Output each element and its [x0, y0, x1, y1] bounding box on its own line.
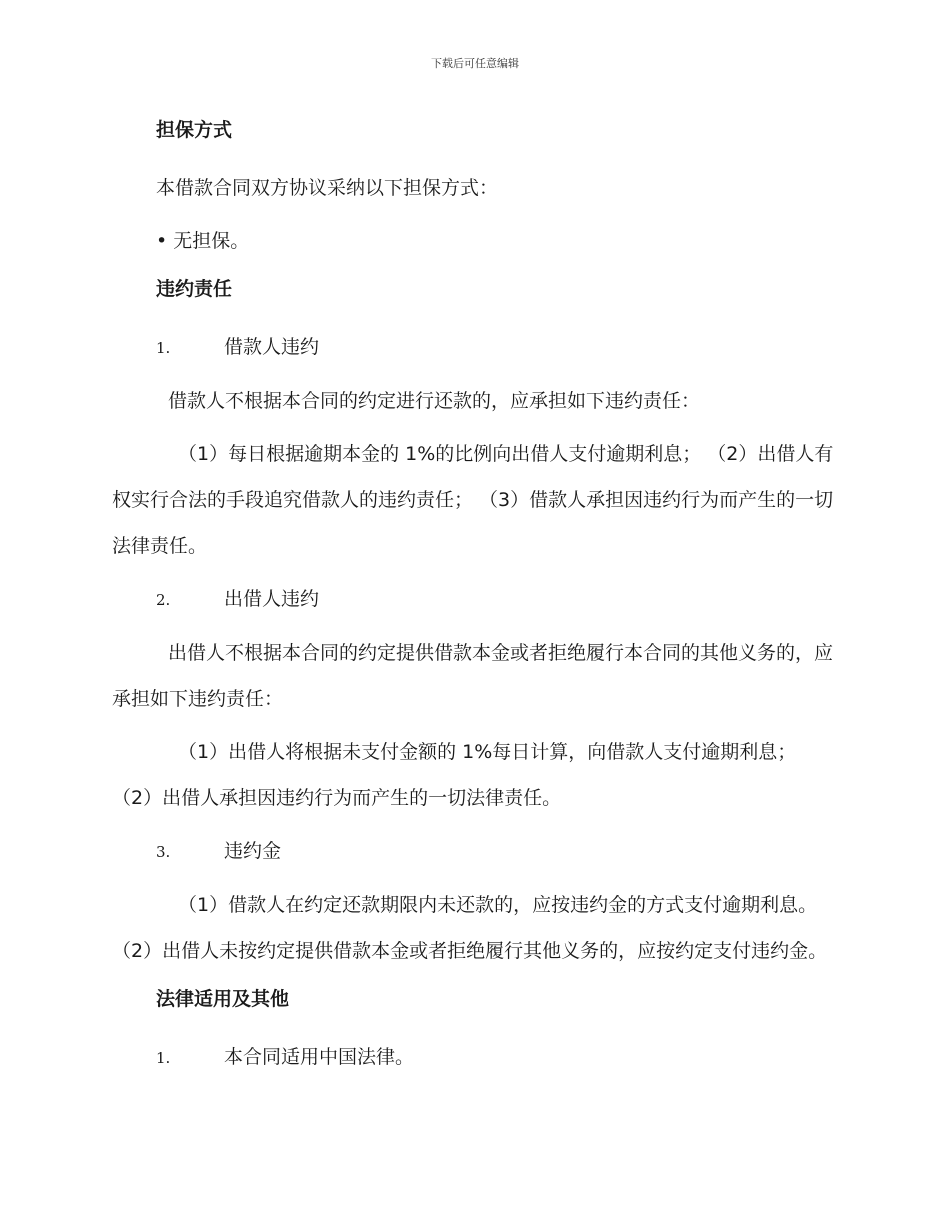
section-heading-guarantee: 担保方式	[156, 119, 233, 141]
breach-item-2-detail: （1）出借人将根据未支付金额的 1%每日计算，向借款人支付逾期利息； （2）出借人承担因违约行为而产生的一切法律责任。	[112, 741, 797, 809]
breach-item-1-heading	[112, 324, 837, 371]
guarantee-intro: 本借款合同双方协议采纳以下担保方式：	[156, 177, 499, 199]
item-title: 借款人违约	[224, 336, 320, 358]
header-note: 下载后可任意编辑	[431, 57, 519, 70]
breach-item-1-detail: （1）每日根据逾期本金的 1%的比例向出借人支付逾期利息； （2）出借人有权实行合法的手段追究借款人的违约责任； （3）借款人承担因违约行为而产生的一切法律责任。	[112, 443, 834, 557]
breach-item-3-detail: （1）借款人在约定还款期限内未还款的，应按违约金的方式支付逾期利息。 （2）出借人未按约定提供借款本金或者拒绝履行其他义务的，应按约定支付违约金。	[112, 894, 828, 962]
item-text: 本合同适用中国法律。	[224, 1046, 415, 1068]
section-heading-law: 法律适用及其他	[156, 988, 290, 1010]
item-title: 出借人违约	[224, 588, 320, 610]
breach-item-3-heading	[112, 828, 837, 875]
item-title: 违约金	[224, 840, 282, 862]
item-number: 2.	[156, 591, 171, 609]
item-number: 1.	[156, 339, 171, 357]
law-item-1	[112, 1034, 837, 1081]
document-body	[112, 112, 837, 1088]
item-number: 3.	[156, 843, 171, 861]
breach-item-1-desc: 借款人不根据本合同的约定进行还款的，应承担如下违约责任：	[168, 390, 701, 412]
item-number: 1.	[156, 1049, 171, 1067]
breach-item-2-heading	[112, 576, 837, 623]
section-heading-breach: 违约责任	[156, 278, 233, 300]
breach-item-2-desc: 出借人不根据本合同的约定提供借款本金或者拒绝履行本合同的其他义务的，应承担如下违约责任：	[112, 642, 834, 710]
guarantee-bullet: • 无担保。	[156, 230, 250, 252]
